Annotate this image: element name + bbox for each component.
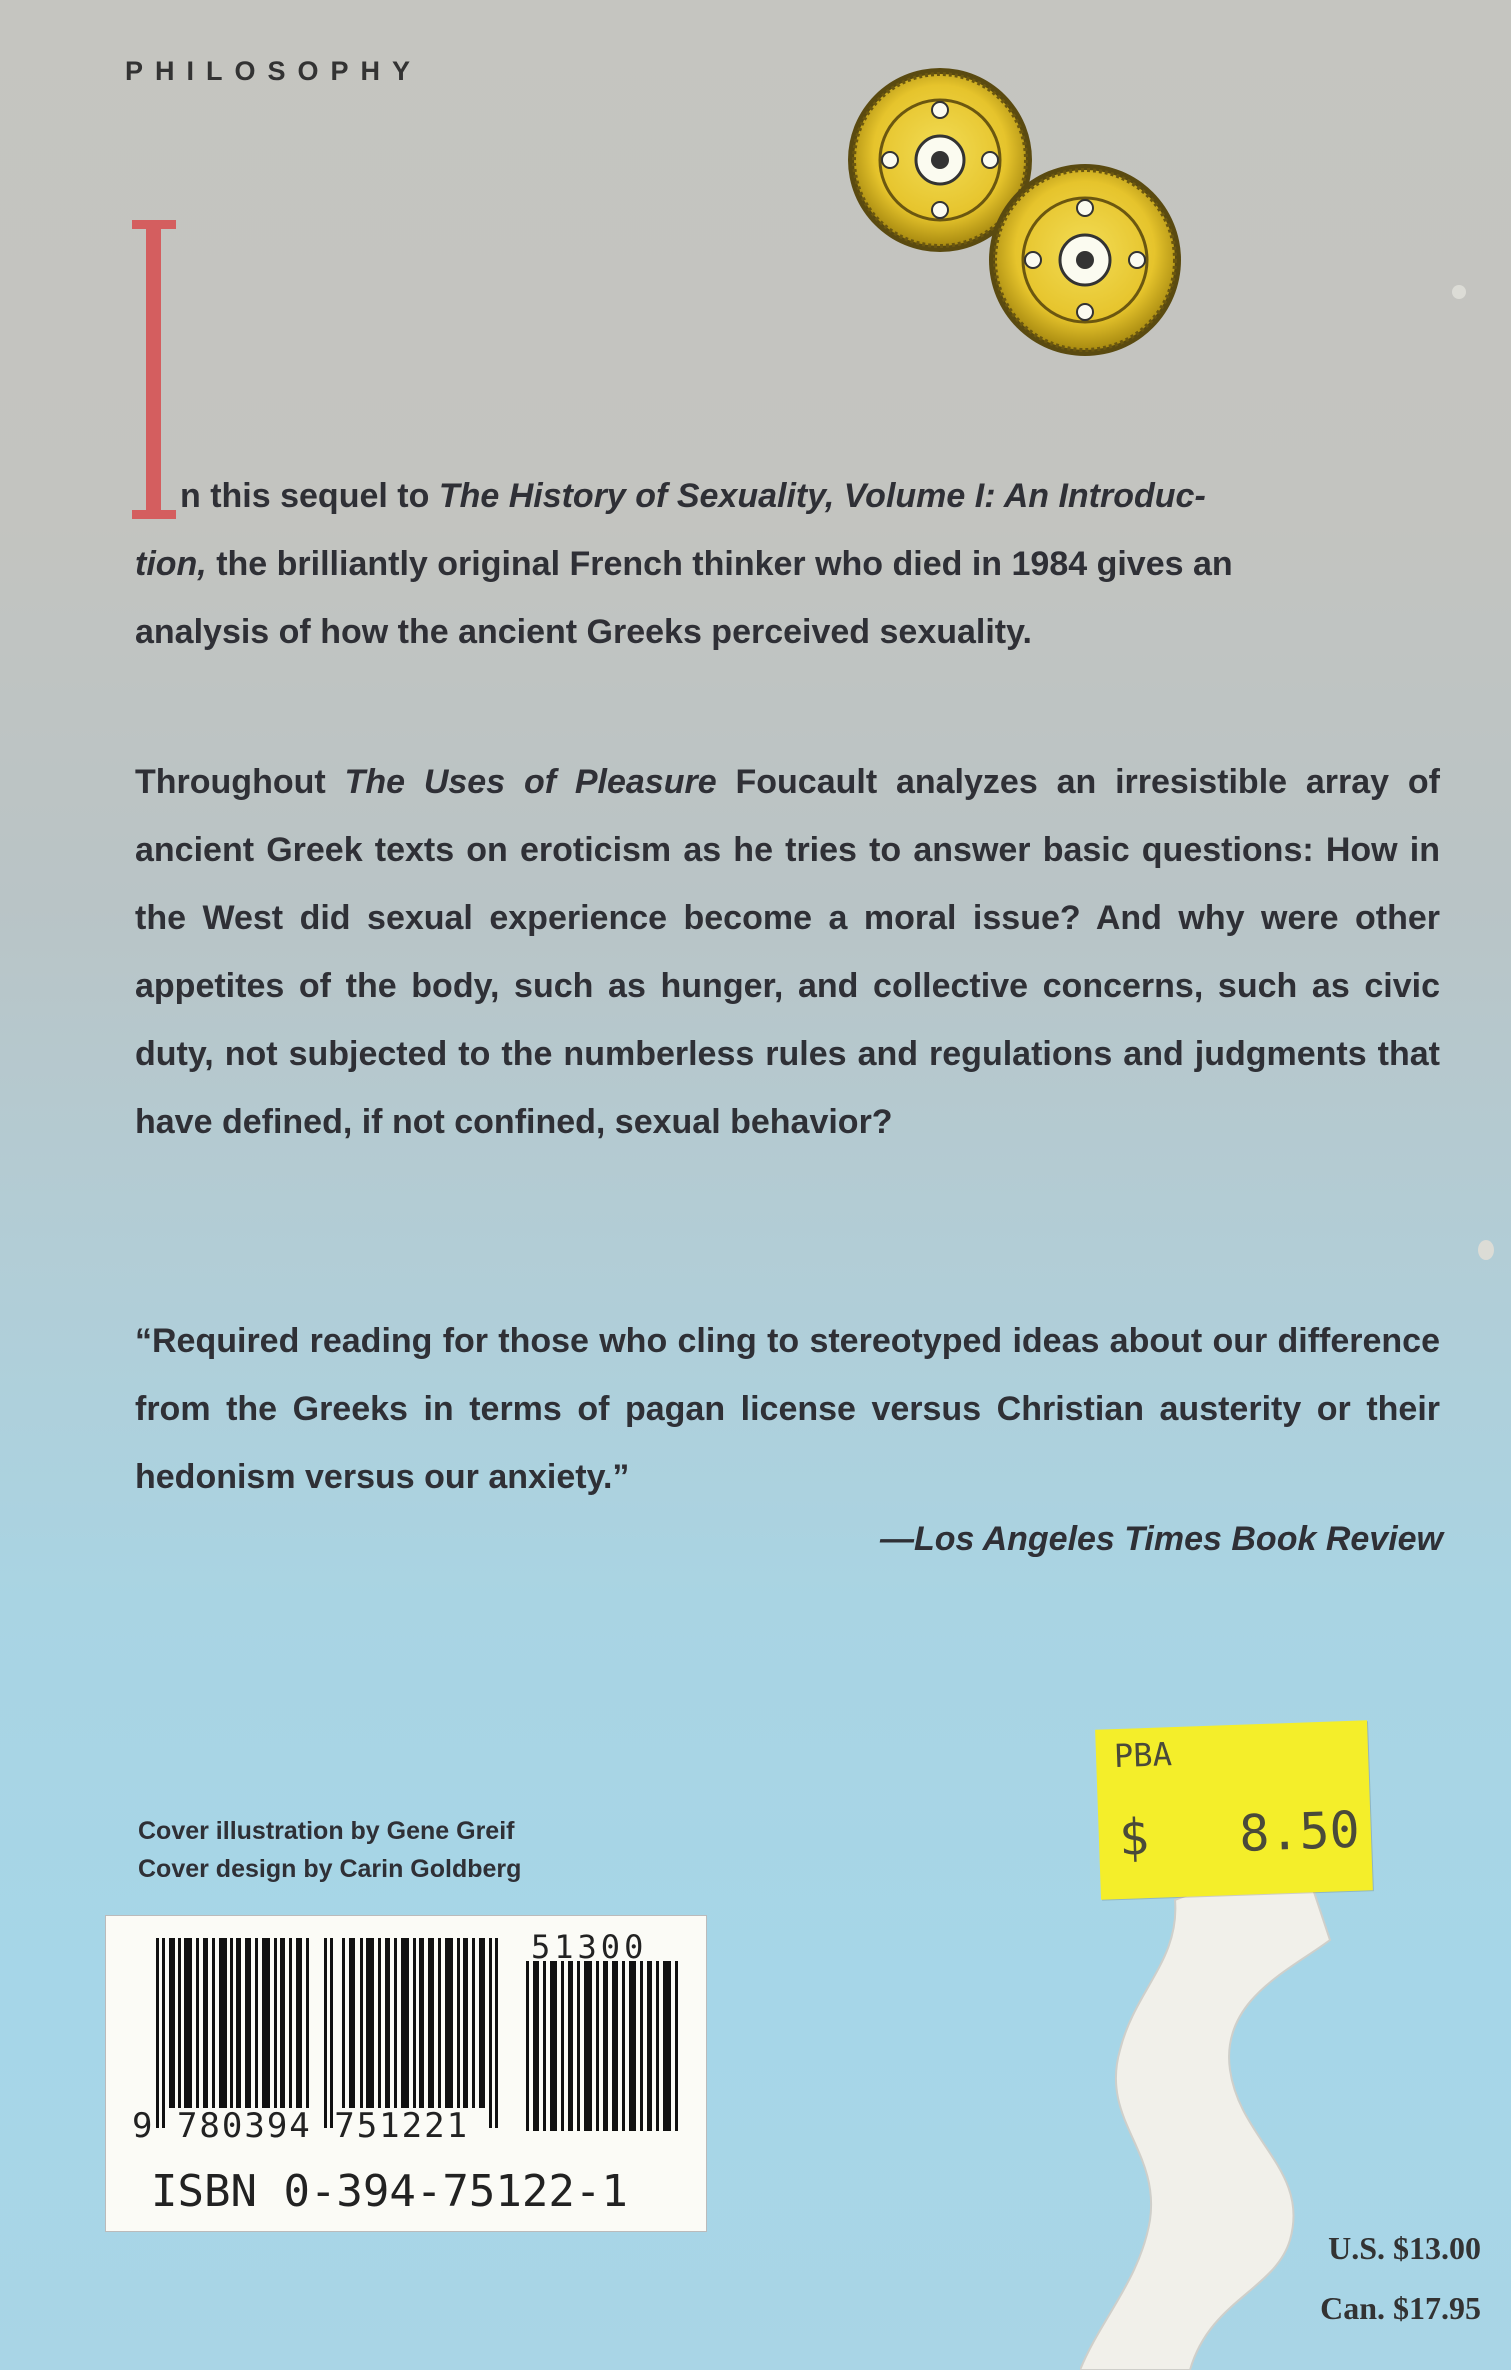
quote-attribution: —Los Angeles Times Book Review (879, 1520, 1443, 1558)
intro-paragraph-line1: n this sequel to The History of Sexuality, Volume I: An Introduc- (180, 477, 1206, 515)
description-paragraph: Throughout The Uses of Pleasure Foucault analyzes an irresistible array of ancient Greek texts on eroticism as he tries to answer basic questions: How in the West did sexual experience become a moral issue? And why were other appetites of the body, such as hunger, and collective concerns, such as civic duty, not subjected to the numberless rules and regulations and judgments that have defined, if not confined, sexual behavior? (135, 763, 1440, 1141)
isbn-number: ISBN 0-394-75122-1 (151, 2166, 628, 2217)
wear-mark (1452, 285, 1466, 299)
coins-illustration (835, 65, 1195, 365)
category-label: PHILOSOPHY (125, 56, 423, 86)
sticker-price: $ 8.50 (1117, 1800, 1361, 1868)
barcode-panel (105, 1915, 707, 2232)
ean-number: 9 780394 751221 (132, 2106, 470, 2146)
wear-mark (1478, 1240, 1494, 1260)
price-sticker (1095, 1720, 1373, 1899)
us-price: U.S. $13.00 (1328, 2230, 1481, 2266)
coin-icon (989, 164, 1181, 356)
barcode-icon (156, 1938, 506, 2128)
design-credit: Cover design by Carin Goldberg (138, 1855, 522, 1883)
sticker-code: PBA (1113, 1735, 1173, 1776)
drop-cap (132, 210, 176, 520)
addon-number: 51300 (531, 1928, 648, 1966)
illustration-credit: Cover illustration by Gene Greif (138, 1817, 515, 1845)
can-price: Can. $17.95 (1320, 2290, 1481, 2326)
intro-paragraph-rest: tion, the brilliantly original French thinker who died in 1984 gives an analysis of how the ancient Greeks perceived sexuality. (135, 545, 1233, 651)
review-quote: “Required reading for those who cling to stereotyped ideas about our difference from the Greeks in terms of pagan license versus Christian austerity or their hedonism versus our anxiety.” (135, 1322, 1440, 1496)
cover-credits (138, 1812, 521, 1888)
addon-barcode-icon (526, 1961, 686, 2131)
